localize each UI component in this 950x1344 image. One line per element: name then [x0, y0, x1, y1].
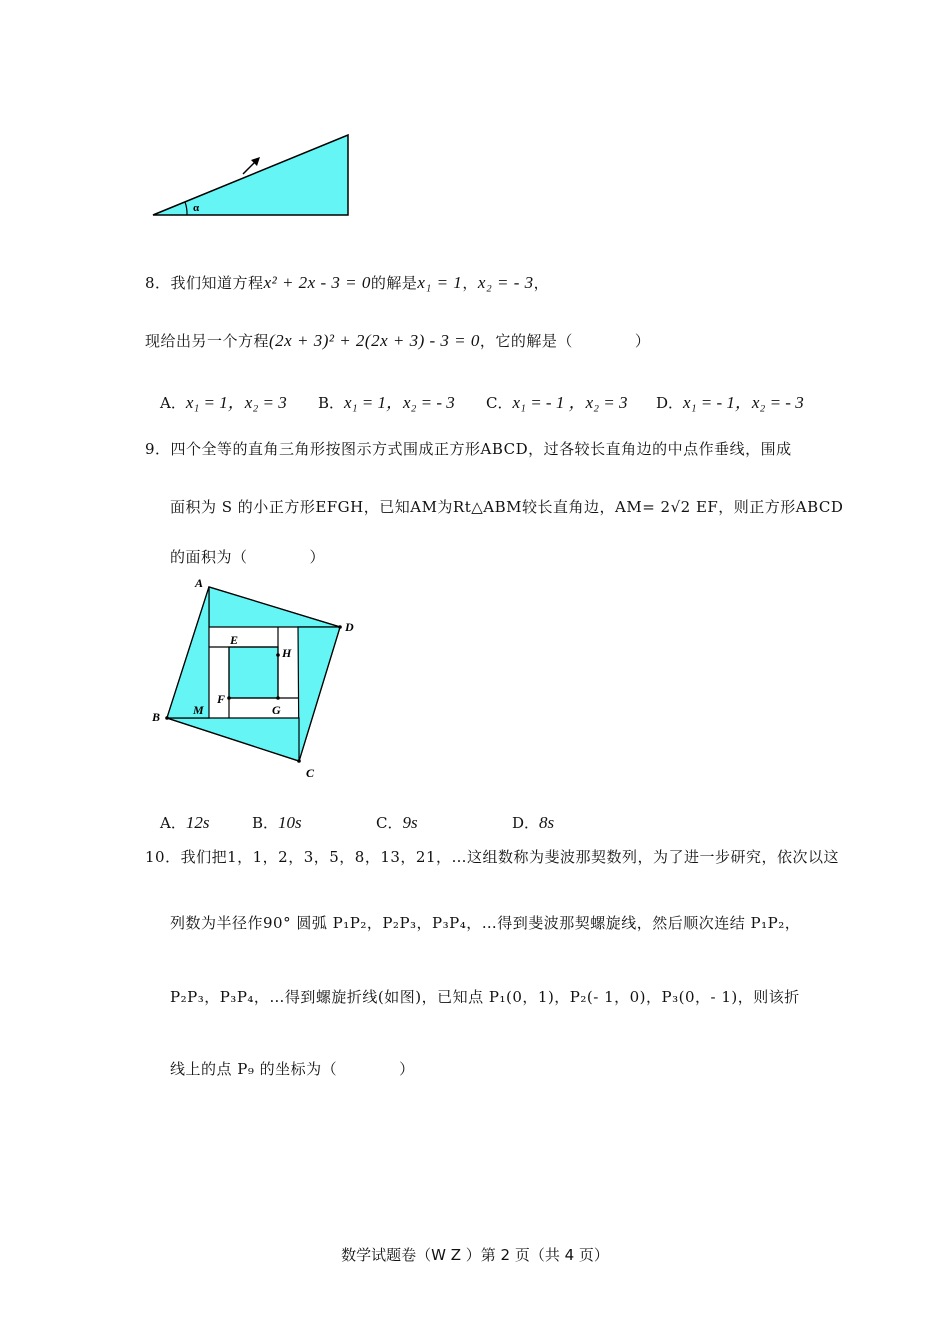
q8-option-c[interactable] [486, 388, 628, 413]
q9-figure [150, 575, 365, 785]
q9-option-c-text: 9s [402, 813, 418, 832]
triangle-right [298, 627, 340, 761]
q9-line1: 9．四个全等的直角三角形按图示方式围成正方形ABCD，过各较长直角边的中点作垂线，围成 [145, 440, 792, 458]
q9-option-b[interactable] [252, 812, 302, 833]
label-f: F [217, 692, 226, 706]
q8-option-d[interactable] [656, 388, 804, 413]
angle-alpha-label: α [193, 202, 200, 214]
slope-arrow-icon [240, 155, 262, 177]
q8-option-c-text: x₁ = - 1 ，x₂ = 3 [512, 393, 628, 412]
label-d: D [345, 620, 354, 634]
square-efgh [229, 647, 278, 698]
q8-line2 [145, 330, 650, 351]
q8-line2-text2: ，它的解是（ ） [479, 332, 651, 350]
point-d [338, 625, 342, 629]
q9-option-a-label: A． [160, 814, 186, 832]
point-b [165, 716, 169, 720]
q8-text1: 我们知道方程 [170, 274, 264, 292]
point-f [227, 696, 231, 700]
triangle-bottom [167, 718, 299, 761]
q9-option-a[interactable] [160, 812, 209, 833]
q10-line1: 10．我们把1，1，2，3，5，8，13，21，…这组数称为斐波那契数列，为了进一步研究，依次以这 [145, 848, 840, 866]
point-c [297, 759, 301, 763]
q9-option-b-label: B． [252, 814, 279, 832]
label-g: G [272, 703, 281, 717]
q9-option-d[interactable] [512, 812, 554, 833]
q8-option-b[interactable] [318, 388, 455, 413]
q8-option-c-label: C． [486, 394, 513, 412]
q8-number: 8． [145, 274, 171, 292]
q9-option-d-label: D． [512, 814, 540, 832]
q9-option-c[interactable] [376, 812, 418, 833]
q8-option-b-label: B． [318, 394, 345, 412]
q8-option-d-text: x₁ = - 1，x₂ = - 3 [683, 393, 804, 412]
q8-comma2: ， [533, 274, 550, 292]
q8-option-a-label: A． [160, 394, 186, 412]
q8-solution2: x₂ = - 3 [477, 273, 534, 292]
q8-option-a-text: x₁ = 1，x₂ = 3 [185, 393, 287, 412]
triangle-top [209, 587, 340, 627]
q8-option-b-text: x₁ = 1，x₂ = - 3 [344, 393, 455, 412]
q9-option-d-text: 8s [539, 813, 555, 832]
q9-option-b-text: 10s [278, 813, 302, 832]
q9-line2: 面积为 S 的小正方形EFGH，已知AM为Rt△ABM较长直角边，AM= 2√2 EF，则正方形ABCD [170, 498, 844, 516]
q8-line1 [145, 272, 549, 293]
q10-line2: 列数为半径作90° 圆弧 P₁P₂，P₂P₃，P₃P₄，…得到斐波那契螺旋线，然后顺次连结 P₁P₂， [170, 914, 801, 932]
q8-line2-text1: 现给出另一个方程 [145, 332, 270, 350]
label-c: C [306, 766, 315, 780]
q8-option-a[interactable] [160, 388, 287, 413]
q10-line4: 线上的点 P₉ 的坐标为（ ） [170, 1060, 415, 1078]
point-g [276, 696, 280, 700]
label-a: A [195, 576, 204, 590]
label-e: E [230, 633, 239, 647]
q9-line3: 的面积为（ ） [170, 548, 326, 566]
point-h [276, 653, 280, 657]
q9-option-a-text: 12s [185, 813, 210, 832]
q10-line3: P₂P₃，P₃P₄，…得到螺旋折线(如图)，已知点 P₁(0，1)，P₂(- 1，0)，P₃(0，- 1)，则该折 [170, 988, 800, 1006]
label-b: B [152, 710, 161, 724]
label-h: H [282, 646, 292, 660]
q8-solution1: x₁ = 1 [417, 273, 463, 292]
q9-option-c-label: C． [376, 814, 403, 832]
page-footer: 数学试题卷（W Z ）第 2 页（共 4 页） [341, 1246, 609, 1264]
triangle-left [167, 587, 209, 718]
q8-option-d-label: D． [656, 394, 684, 412]
q8-equation1: x² + 2x - 3 = 0 [263, 273, 371, 292]
q8-text2: 的解是 [370, 274, 418, 292]
q8-equation2: (2x + 3)² + 2(2x + 3) - 3 = 0 [269, 331, 480, 350]
q8-comma: ， [462, 274, 478, 292]
label-m: M [193, 703, 204, 717]
